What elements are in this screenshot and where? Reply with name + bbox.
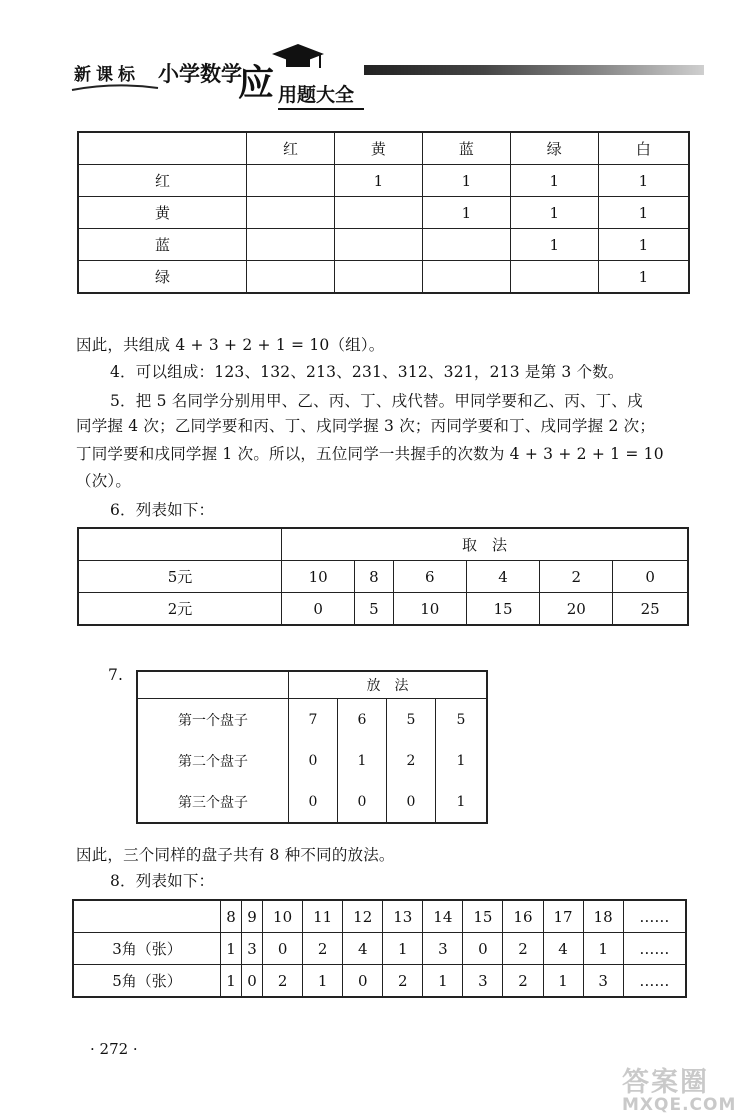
table-cell: 2 <box>540 561 613 593</box>
table-cell: 13 <box>383 900 423 933</box>
table-cell: 1 <box>583 933 623 965</box>
table-cell: 1 <box>435 740 487 781</box>
table-cell: 2 <box>386 740 435 781</box>
table-cell: 8 <box>355 561 393 593</box>
graduation-cap-icon <box>266 42 326 72</box>
table-cell: 0 <box>463 933 503 965</box>
watermark-logo <box>622 1060 736 1115</box>
table-cell: 1 <box>221 965 242 998</box>
table-cell: 10 <box>263 900 303 933</box>
table-cell: 10 <box>282 561 355 593</box>
table-cell <box>78 132 247 165</box>
table-cell: 10 <box>393 593 466 626</box>
table-row <box>78 261 689 294</box>
item-number: 7. <box>108 666 124 684</box>
table-cell: 4 <box>466 561 539 593</box>
table-cell: 蓝 <box>422 132 510 165</box>
table-cell <box>334 229 422 261</box>
table-cell: 14 <box>423 900 463 933</box>
answer-text: （次）。 <box>76 472 132 490</box>
swoosh-decoration <box>70 84 160 94</box>
table-cell: 2 <box>263 965 303 998</box>
series-char: 新 <box>74 65 92 85</box>
table-row <box>137 699 487 741</box>
table-cell: 1 <box>334 165 422 197</box>
table-cell: 18 <box>583 900 623 933</box>
answer-text: 因此，共组成 4 + 3 + 2 + 1 = 10（组）。 <box>76 336 385 354</box>
table-cell: 1 <box>598 197 689 229</box>
answer-text: 因此，三个同样的盘子共有 8 种不同的放法。 <box>76 846 395 864</box>
table-cell: 3 <box>583 965 623 998</box>
answer-text: 5．把 5 名同学分别用甲、乙、丙、丁、戌代替。甲同学要和乙、丙、丁、戌 <box>110 392 643 410</box>
page-number: · 272 · <box>90 1040 138 1058</box>
table-cell: 6 <box>337 699 386 741</box>
book-subject: 小学数学 <box>158 62 242 86</box>
table-header-cell: 放 法 <box>289 671 488 699</box>
table-header-cell: 取 法 <box>282 528 689 561</box>
table-cell: 黄 <box>78 197 247 229</box>
table-cell: 0 <box>289 781 338 823</box>
table-cell <box>422 229 510 261</box>
table-cell: 黄 <box>334 132 422 165</box>
table-row <box>137 781 487 823</box>
table-cell: 0 <box>282 593 355 626</box>
table-cell: 1 <box>510 197 598 229</box>
table-row <box>78 165 689 197</box>
table-header-row <box>78 528 688 561</box>
table-cell: 1 <box>422 197 510 229</box>
table-header-row <box>137 671 487 699</box>
book-title-rest: 用题大全 <box>278 80 364 110</box>
table-cell: 1 <box>435 781 487 823</box>
table-cell: 1 <box>510 229 598 261</box>
table-cell: 第二个盘子 <box>137 740 289 781</box>
table-cell: 5 <box>435 699 487 741</box>
table-cell: 白 <box>598 132 689 165</box>
table-cell: …… <box>623 900 686 933</box>
table-cell <box>510 261 598 294</box>
table-cell: 红 <box>78 165 247 197</box>
table-row <box>78 561 688 593</box>
table-cell: 11 <box>303 900 343 933</box>
answer-text: 同学握 4 次；乙同学要和丙、丁、戌同学握 3 次；丙同学要和丁、戌同学握 2 次； <box>76 417 656 435</box>
table-row <box>137 740 487 781</box>
table-cell <box>422 261 510 294</box>
table-cell <box>78 528 282 561</box>
header-stripe <box>364 65 704 75</box>
table-header-row <box>78 132 689 165</box>
table-cell: 7 <box>289 699 338 741</box>
table-cell: 1 <box>598 165 689 197</box>
answer-text: 丁同学要和戌同学握 1 次。所以，五位同学一共握手的次数为 4 + 3 + 2 + 1 = 10 <box>76 445 664 463</box>
table-cell <box>334 261 422 294</box>
money-combination-table <box>77 527 689 626</box>
table-cell: 1 <box>423 965 463 998</box>
table-cell: 0 <box>337 781 386 823</box>
table-cell: 1 <box>337 740 386 781</box>
table-cell: 16 <box>503 900 543 933</box>
table-cell: 绿 <box>78 261 247 294</box>
table-header-row <box>73 900 686 933</box>
table-cell: …… <box>623 933 686 965</box>
table-cell: 3 <box>463 965 503 998</box>
answer-text: 4．可以组成：123、132、213、231、312、321，213 是第 3 个数。 <box>110 363 624 381</box>
table-cell: 1 <box>598 229 689 261</box>
table-cell <box>137 671 289 699</box>
table-cell: 1 <box>543 965 583 998</box>
table-cell: 0 <box>613 561 688 593</box>
table-cell: 25 <box>613 593 688 626</box>
table-cell <box>334 197 422 229</box>
table-cell: 2 <box>383 965 423 998</box>
table-cell: 1 <box>598 261 689 294</box>
series-char: 标 <box>118 65 136 85</box>
table-cell: 0 <box>386 781 435 823</box>
table-cell <box>247 165 335 197</box>
table-row <box>78 197 689 229</box>
table-cell: 1 <box>510 165 598 197</box>
plate-arrangement-table <box>136 670 488 824</box>
table-cell: 1 <box>422 165 510 197</box>
table-cell: 0 <box>289 740 338 781</box>
table-cell: 2 <box>303 933 343 965</box>
table-cell <box>73 900 221 933</box>
table-row <box>78 229 689 261</box>
answer-text: 6．列表如下： <box>110 501 215 519</box>
table-cell: 绿 <box>510 132 598 165</box>
watermark-text: 答案圈 <box>622 1067 709 1098</box>
table-cell: 1 <box>303 965 343 998</box>
table-cell: 5 <box>386 699 435 741</box>
table-cell: 1 <box>383 933 423 965</box>
table-row <box>73 965 686 998</box>
table-row <box>78 593 688 626</box>
table-cell: 5元 <box>78 561 282 593</box>
table-cell <box>247 229 335 261</box>
table-cell: 蓝 <box>78 229 247 261</box>
table-cell: 9 <box>242 900 263 933</box>
table-cell: 红 <box>247 132 335 165</box>
table-cell <box>247 197 335 229</box>
table-cell: 15 <box>466 593 539 626</box>
table-cell: 15 <box>463 900 503 933</box>
table-cell <box>247 261 335 294</box>
table-cell: …… <box>623 965 686 998</box>
table-cell: 3角（张） <box>73 933 221 965</box>
table-cell: 4 <box>343 933 383 965</box>
table-cell: 第三个盘子 <box>137 781 289 823</box>
table-cell: 1 <box>221 933 242 965</box>
table-cell: 20 <box>540 593 613 626</box>
table-cell: 0 <box>263 933 303 965</box>
table-cell: 8 <box>221 900 242 933</box>
table-cell: 3 <box>423 933 463 965</box>
table-cell: 0 <box>242 965 263 998</box>
table-cell: 6 <box>393 561 466 593</box>
color-pair-table <box>77 131 690 294</box>
table-cell: 5角（张） <box>73 965 221 998</box>
stamp-combination-table <box>72 899 687 998</box>
table-cell: 2 <box>503 965 543 998</box>
series-char: 课 <box>96 65 114 85</box>
answer-text: 8．列表如下： <box>110 872 215 890</box>
table-cell: 0 <box>343 965 383 998</box>
table-row <box>73 933 686 965</box>
series-logo <box>74 60 136 85</box>
table-cell: 5 <box>355 593 393 626</box>
table-cell: 2 <box>503 933 543 965</box>
book-title-big-char: 应 <box>238 63 275 104</box>
watermark-url: MXQE.COM <box>622 1095 737 1115</box>
table-cell: 3 <box>242 933 263 965</box>
table-cell: 17 <box>543 900 583 933</box>
table-cell: 12 <box>343 900 383 933</box>
table-cell: 4 <box>543 933 583 965</box>
table-cell: 2元 <box>78 593 282 626</box>
table-cell: 第一个盘子 <box>137 699 289 741</box>
